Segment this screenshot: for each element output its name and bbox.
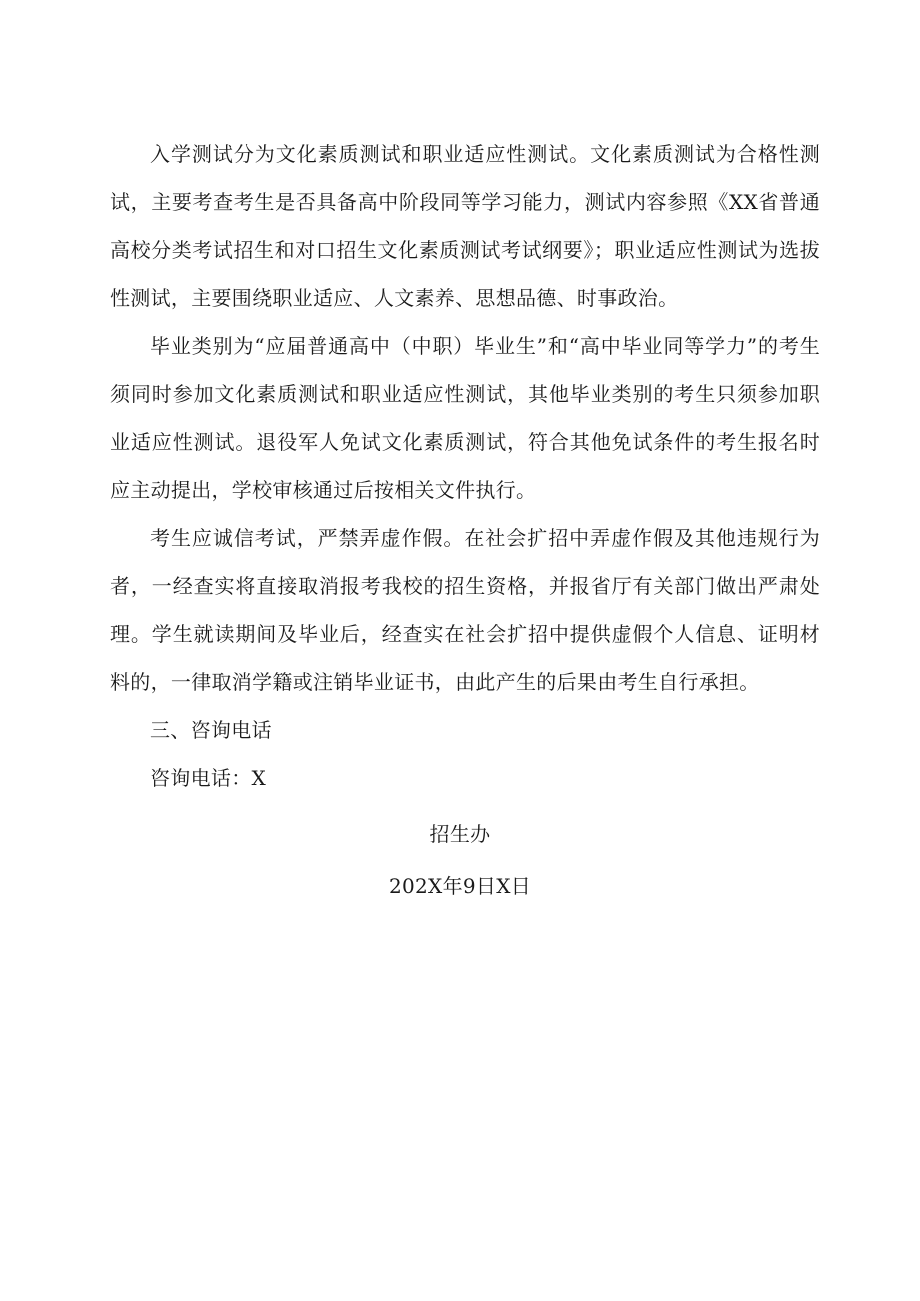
issuing-office: 招生办: [429, 822, 491, 846]
paragraph-integrity: 考生应诚信考试，严禁弄虚作假。在社会扩招中弄虚作假及其他违规行为者，一经查实将直接取消报考我校的招生资格，并报省厅有关部门做出严肃处理。学生就读期间及毕业后，经查实在社会扩招中提供虚假个人信息、证明材料的，一律取消学籍或注销毕业证书，由此产生的后果由考生自行承担。: [110, 526, 820, 694]
issue-date: 202X年9日X日: [388, 874, 532, 898]
paragraph-graduate-category: 毕业类别为“应届普通高中（中职）毕业生”和“高中毕业同等学力”的考生须同时参加文化素质测试和职业适应性测试，其他毕业类别的考生只须参加职业适应性测试。退役军人免试文化素质测试，符合其他免试条件的考生报名时应主动提出，学校审核通过后按相关文件执行。: [110, 334, 820, 502]
contact-phone-line: 咨询电话：X: [150, 766, 267, 790]
paragraph-entrance-test: 入学测试分为文化素质测试和职业适应性测试。文化素质测试为合格性测试，主要考查考生是否具备高中阶段同等学习能力，测试内容参照《XX省普通高校分类考试招生和对口招生文化素质测试考试纲要》；职业适应性测试为选拔性测试，主要围绕职业适应、人文素养、思想品德、时事政治。: [110, 142, 820, 310]
section-heading-consult: 三、咨询电话: [150, 718, 272, 742]
